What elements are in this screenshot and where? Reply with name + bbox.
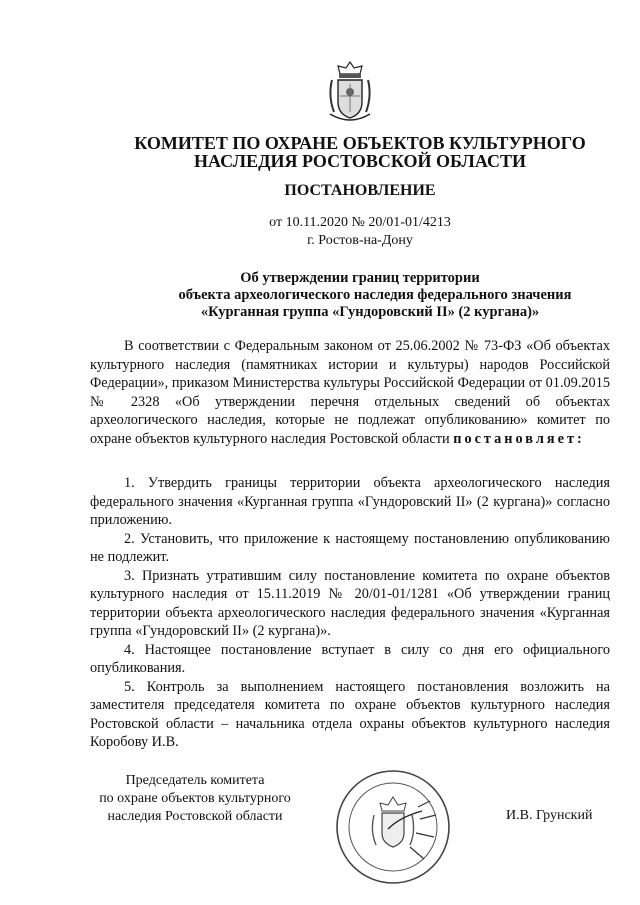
resolution-items (90, 474, 610, 752)
organization-name-line-2: НАСЛЕДИЯ РОСТОВСКОЙ ОБЛАСТИ (194, 151, 526, 171)
resolution-item-1: 1. Утвердить границы территории объекта археологического наследия федерального значения «Курганная группа «Гундоровский II» (2 кургана)» согласно приложению. (90, 475, 610, 528)
preamble-paragraph (90, 337, 610, 448)
coat-of-arms-emblem (318, 56, 382, 128)
resolution-item-4: 4. Настоящее постановление вступает в силу со дня его официального опубликования. (90, 641, 610, 676)
official-seal-stamp (318, 767, 468, 887)
signatory-name: И.В. Грунский (506, 808, 593, 823)
decree-word: постановляет: (453, 430, 585, 447)
signatory-title-line-3: наследия Ростовской области (107, 809, 283, 824)
document-type-title: ПОСТАНОВЛЕНИЕ (284, 182, 436, 199)
resolution-item-3: 3. Признать утратившим силу постановление комитета по охране объектов культурного наследия от 15.11.2019 № 20/01-01/1281 «Об утверждении границ территории объекта археологического наследия федерального значения «Курганная группа «Гундоровский II» (2 кургана)». (90, 567, 610, 639)
signatory-title (90, 772, 300, 826)
signatory-title-line-2: по охране объектов культурного (99, 791, 291, 806)
preamble-text: В соответствии с Федеральным законом от 25.06.2002 № 73-ФЗ «Об объектах культурного наследия (памятниках истории и культуры) народов Российской Федерации», приказом Министерства культуры Российской Федерации от 01.09.2015 № 2328 «Об утверждении перечня отдельных сведений об объектах археологического наследия, которые не подлежат опубликованию» комитет по охране объектов культурного наследия Ростовской области (90, 338, 610, 447)
document-date-number: от 10.11.2020 № 20/01-01/4213 (269, 215, 451, 230)
subject-line-1: Об утверждении границ территории (240, 270, 480, 286)
resolution-item-5: 5. Контроль за выполнением настоящего постановления возложить на заместителя председателя комитета по охране объектов культурного наследия Ростовской области – начальника отдела охраны объектов культурного наследия Коробову И.В. (90, 678, 610, 750)
subject-line-3: «Курганная группа «Гундоровский II» (2 кургана)» (200, 304, 540, 320)
resolution-item-2: 2. Установить, что приложение к настоящему постановлению опубликованию не подлежит. (90, 530, 610, 565)
signatory-title-line-1: Председатель комитета (125, 773, 265, 788)
organization-name-line-1: КОМИТЕТ ПО ОХРАНЕ ОБЪЕКТОВ КУЛЬТУРНОГО (134, 133, 586, 153)
document-city: г. Ростов-на-Дону (307, 233, 413, 248)
subject-line-2: объекта археологического наследия федерального значения (178, 287, 572, 303)
